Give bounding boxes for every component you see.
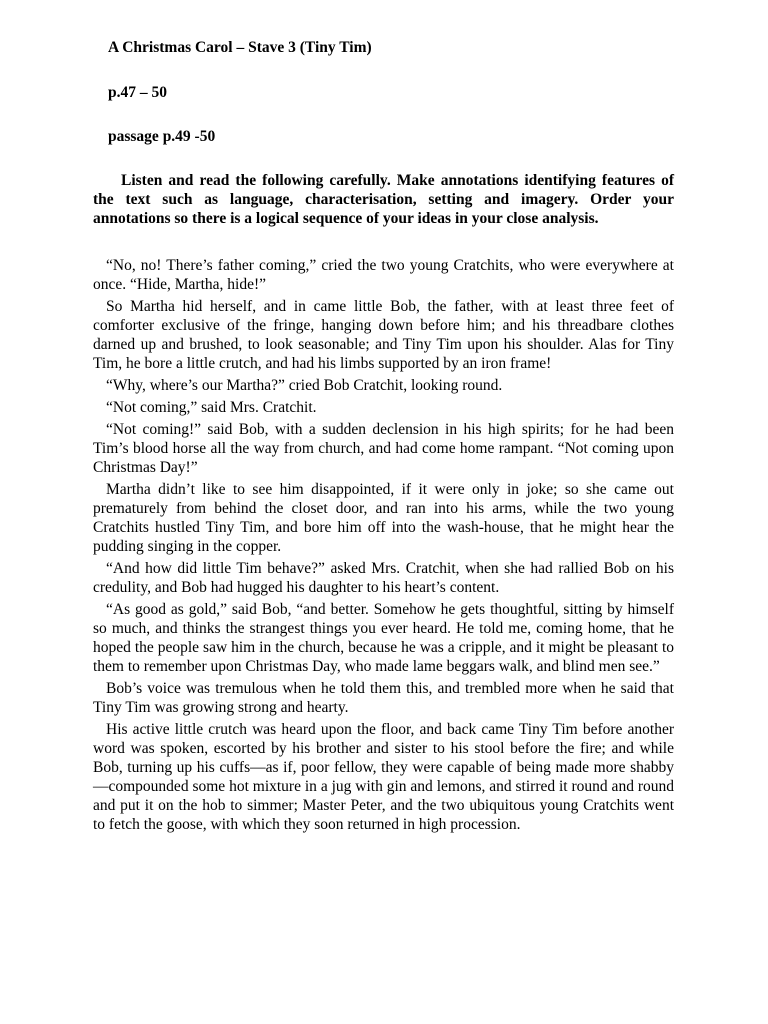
passage-reference: passage p.49 -50 xyxy=(108,128,216,145)
passage-paragraph: “As good as gold,” said Bob, “and better. Somehow he gets thoughtful, sitting by himself so much, and thinks the strangest things you ever heard. He told me, coming home, that he hoped the people saw him in the church, because he was a cripple, and it might be pleasant to them to remember upon Christmas Day, who made lame beggars walk, and blind men see.” xyxy=(93,601,674,675)
page-range: p.47 – 50 xyxy=(108,84,167,101)
passage-paragraph: “Why, where’s our Martha?” cried Bob Cratchit, looking round. xyxy=(106,377,503,394)
document-title: A Christmas Carol – Stave 3 (Tiny Tim) xyxy=(108,39,372,56)
passage-paragraph: “Not coming!” said Bob, with a sudden declension in his high spirits; for he had been Tim’s blood horse all the way from church, and had come home rampant. “Not coming upon Christmas Day!” xyxy=(93,421,674,476)
passage-paragraph: Martha didn’t like to see him disappointed, if it were only in joke; so she came out prematurely from behind the closet door, and ran into his arms, while the two young Cratchits hustled Tiny Tim, and bore him off into the wash-house, that he might hear the pudding singing in the copper. xyxy=(93,481,674,555)
passage-paragraph: “No, no! There’s father coming,” cried the two young Cratchits, who were everywhere at once. “Hide, Martha, hide!” xyxy=(93,257,674,293)
passage-paragraph: His active little crutch was heard upon the floor, and back came Tiny Tim before another word was spoken, escorted by his brother and sister to his stool before the fire; and while Bob, turning up his cuffs—as if, poor fellow, they were capable of being made more shabby—compounded some hot mixture in a jug with gin and lemons, and stirred it round and round and put it on the hob to simmer; Master Peter, and the two ubiquitous young Cratchits went to fetch the goose, with which they soon returned in high procession. xyxy=(93,721,674,833)
document-page xyxy=(93,38,674,837)
passage xyxy=(93,256,674,834)
passage-paragraph: “Not coming,” said Mrs. Cratchit. xyxy=(106,399,317,416)
passage-paragraph: So Martha hid herself, and in came little Bob, the father, with at least three feet of comforter exclusive of the fringe, hanging down before him; and his threadbare clothes darned up and brushed, to look seasonable; and Tiny Tim upon his shoulder. Alas for Tiny Tim, he bore a little crutch, and had his limbs supported by an iron frame! xyxy=(93,298,674,372)
passage-paragraph: “And how did little Tim behave?” asked Mrs. Cratchit, when she had rallied Bob on his credulity, and Bob had hugged his daughter to his heart’s content. xyxy=(93,560,674,596)
passage-paragraph: Bob’s voice was tremulous when he told them this, and trembled more when he said that Tiny Tim was growing strong and hearty. xyxy=(93,680,674,716)
instructions: Listen and read the following carefully. Make annotations identifying features of the text such as language, characterisation, setting and imagery. Order your annotations so there is a logical sequence of your ideas in your close analysis. xyxy=(93,172,674,227)
